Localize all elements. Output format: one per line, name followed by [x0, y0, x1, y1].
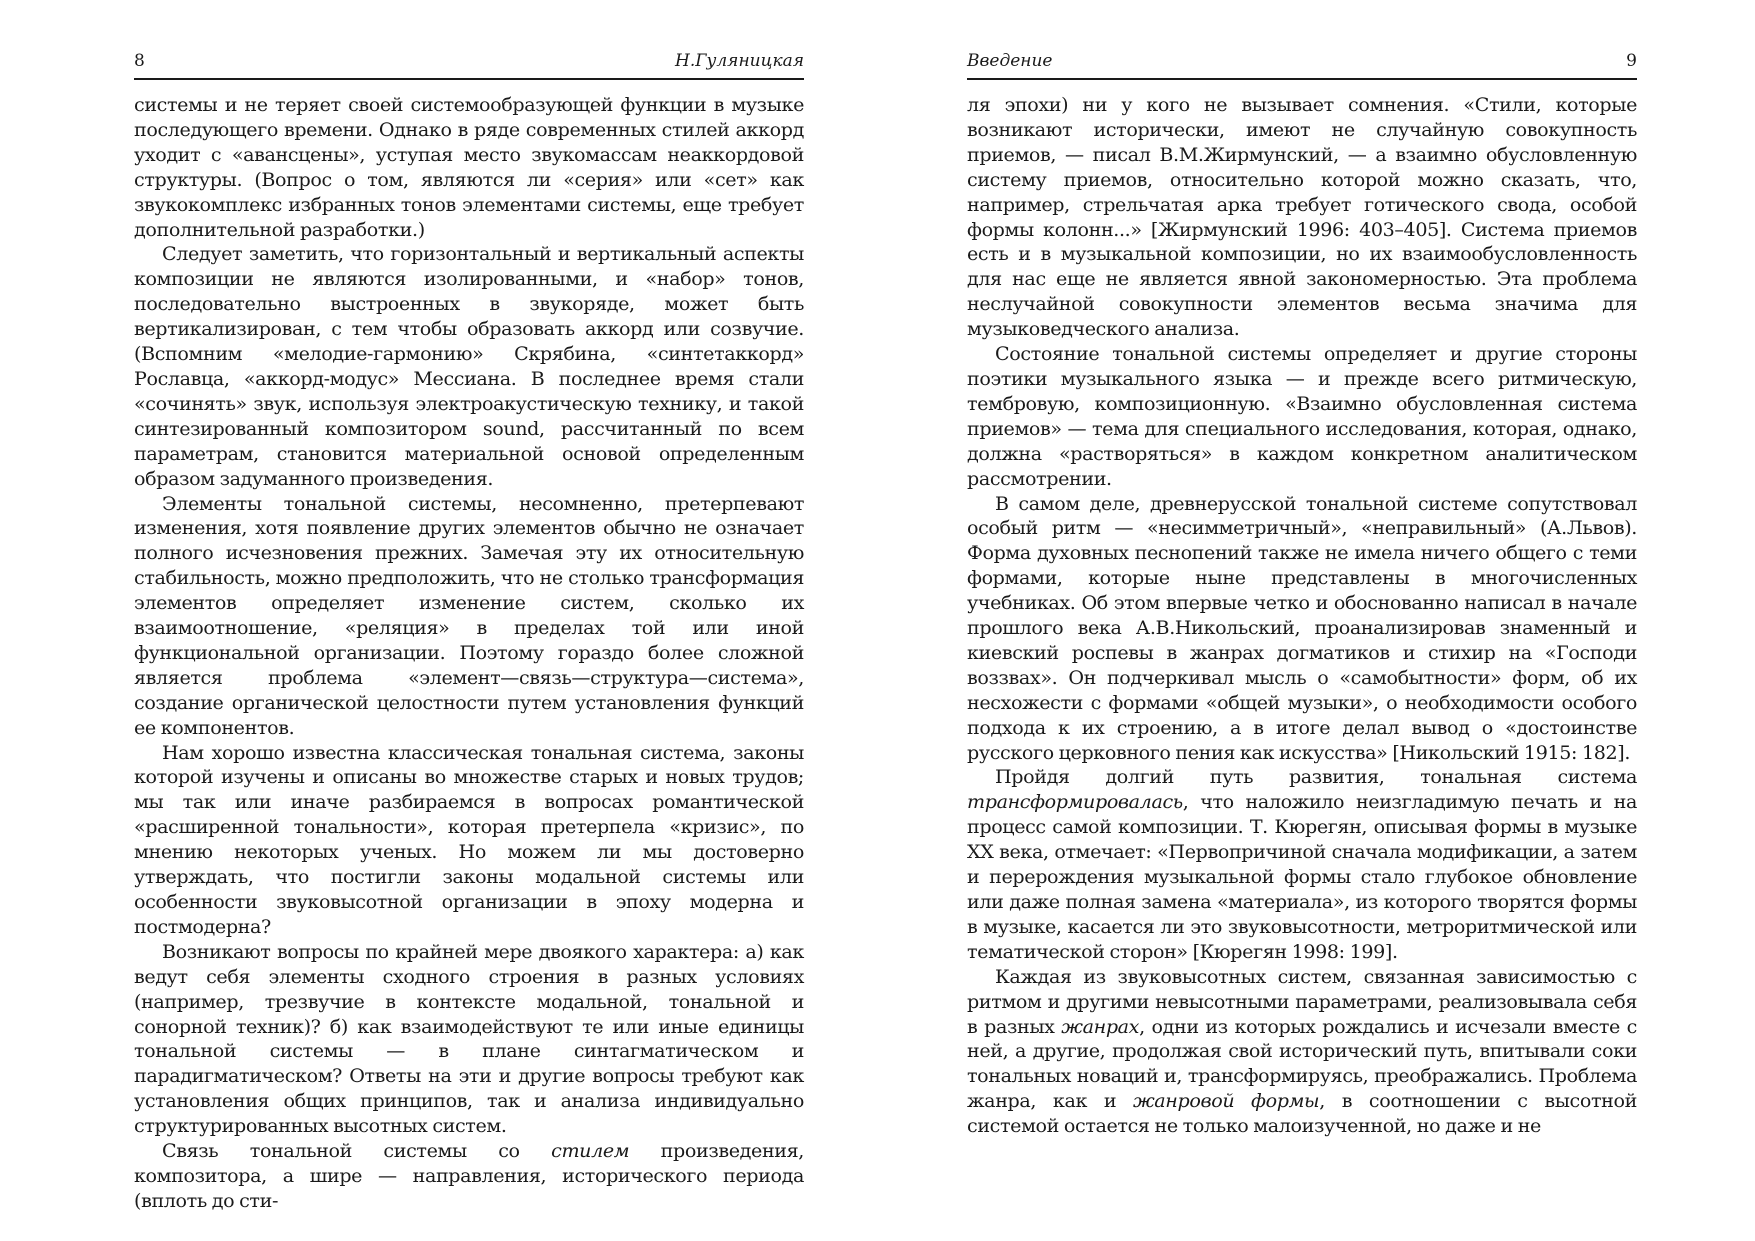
- italic-term: жанровой формы: [1132, 1089, 1320, 1113]
- paragraph: Элементы тональной системы, несомненно, претерпевают изменения, хотя появление других элементов обычно не означает полного исчезновения прежних. Замечая эту их относительную стабильность, можно предположить, что не столько трансформация элементов определяет изменение систем, сколько их взаимоотношение, «реляция» в пределах той или иной функциональной организации. Поэтому гораздо более сложной является проблема «элемент—связь—структура—система», создание органической целостности путем установления функций ее компонентов.: [134, 491, 804, 739]
- paragraph: [967, 965, 1637, 1139]
- text-run: , что наложило неизгладимую печать и на процесс самой композиции. Т. Кюрегян, описывая формы в музыке XX века, отмечает: «Первопричиной сначала модификации, а затем и перерождения музыкальной формы стало глубокое обновление или даже полная замена «материала», из которого творятся формы в музыке, касается ли это звуковысотности, метроритмической или тематической сторон» [Кюрегян 1998: 199].: [967, 790, 1637, 963]
- paragraph: Нам хорошо известна классическая тональная система, законы которой изучены и описаны во множестве старых и новых трудов; мы так или иначе разбираемся в вопросах романтической «расширенной тональности», которая претерпела «кризис», по мнению некоторых ученых. Но можем ли мы достоверно утверждать, что постигли законы модальной системы или особенности звуковысотной организации в эпоху модерна и постмодерна?: [134, 740, 804, 938]
- running-title-author: Н.Гуляницкая: [675, 51, 804, 71]
- paragraph: В самом деле, древнерусской тональной системе сопутствовал особый ритм — «несимметричный», «неправильный» (А.Львов). Форма духовных песнопений также не имела ничего общего с теми формами, которые ныне представлены в многочисленных учебниках. Об этом впервые четко и обоснованно написал в начале прошлого века А.В.Никольский, проанализировав знаменный и киевский роспевы в жанрах догматиков и стихир на «Господи воззвах». Он подчеркивал мысль о «самобытности» форм, об их несхожести с формами «общей музыки», о необходимости особого подхода к их строению, а в итоге делал вывод о «достоинстве русского церковного пения как искусства» [Никольский 1915: 182].: [967, 491, 1637, 764]
- right-page-body: [967, 93, 1637, 1139]
- paragraph: Возникают вопросы по крайней мере двоякого характера: а) как ведут себя элементы сходного строения в разных условиях (например, трезвучие в контексте модальной, тональной и сонорной техник)? б) как взаимодействуют те или иные единицы тональной системы — в плане синтагматическом и парадигматическом? Ответы на эти и другие вопросы требуют как установления общих принципов, так и анализа индивидуально структурированных высотных систем.: [134, 939, 804, 1138]
- text-run: Каждая из звуковысотных систем, связанная зависимостью с ритмом и другими невысотными параметрами, реализовывала себя в разных: [967, 964, 1637, 1038]
- left-page-body: [134, 93, 804, 1214]
- page-number-right: 9: [1626, 51, 1637, 71]
- italic-term: жанрах: [1061, 1014, 1140, 1038]
- text-run: произведения, композитора, а шире — направления, исторического периода (вплоть до сти-: [134, 1139, 804, 1212]
- left-page: [134, 48, 804, 1214]
- italic-term: стилем: [551, 1139, 630, 1163]
- paragraph: системы и не теряет своей системообразующей функции в музыке последующего времени. Однако в ряде современных стилей аккорд уходит с «авансцены», уступая место звукомассам неаккордовой структуры. (Вопрос о том, являются ли «серия» или «сет» как звукокомплекс избранных тонов элементами системы, еще требует дополнительной разработки.): [134, 93, 804, 241]
- paragraph: Следует заметить, что горизонтальный и вертикальный аспекты композиции не являются изолированными, и «набор» тонов, последовательно выстроенных в звукоряде, может быть вертикализирован, с тем чтобы образовать аккорд или созвучие. (Вспомним «мелодие-гармонию» Скрябина, «синтетаккорд» Рославца, «аккорд-модус» Мессиана. В последнее время стали «сочинять» звук, используя электроакустическую технику, и такой синтезированный композитором sound, рассчитанный по всем параметрам, становится материальной основой определенным образом задуманного произведения.: [134, 242, 804, 490]
- page-number-left: 8: [134, 51, 145, 71]
- paragraph: ля эпохи) ни у кого не вызывает сомнения. «Стили, которые возникают исторически, имеют не случайную совокупность приемов, — писал В.М.Жирмунский, — а взаимно обусловленную систему приемов, относительно которой можно сказать, что, например, стрельчатая арка требует готического свода, особой формы колонн...» [Жирмунский 1996: 403–405]. Система приемов есть и в музыкальной композиции, но их взаимообусловленность для нас еще не является явной закономерностью. Эта проблема неслучайной совокупности элементов весьма значима для музыковедческого анализа.: [967, 93, 1637, 341]
- running-title-chapter: Введение: [967, 51, 1053, 71]
- paragraph: Состояние тональной системы определяет и другие стороны поэтики музыкального языка — и прежде всего ритмическую, тембровую, композиционную. «Взаимно обусловленная система приемов» — тема для специального исследования, которая, однако, должна «растворяться» в каждом конкретном аналитическом рассмотрении.: [967, 342, 1637, 490]
- text-run: Пройдя долгий путь развития, тональная система: [995, 765, 1637, 789]
- left-page-header: [134, 48, 804, 80]
- text-run: , в соотношении с высотной системой остается не только малоизученной, но даже и не: [967, 1089, 1637, 1138]
- italic-term: трансформировалась: [967, 790, 1183, 814]
- paragraph: [967, 765, 1637, 964]
- right-page-header: [967, 48, 1637, 80]
- right-page: [967, 48, 1637, 1139]
- paragraph: [134, 1139, 804, 1214]
- text-run: , одни из которых рождались и исчезали вместе с ней, а другие, продолжая свой исторический путь, впитывали соки тональных новаций и, трансформируясь, преображались. Проблема жанра, как и: [967, 1014, 1637, 1113]
- text-run: Связь тональной системы со: [162, 1139, 552, 1163]
